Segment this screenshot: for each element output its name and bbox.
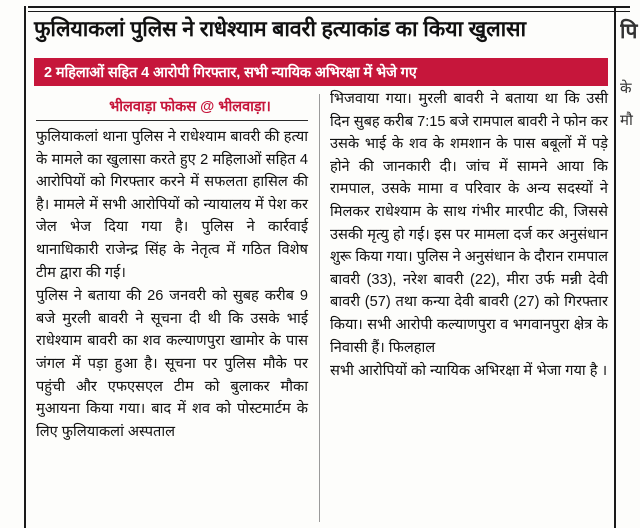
paragraph: सभी आरोपियों को न्यायिक अभिरक्षा में भेजा गया है । — [330, 363, 608, 380]
sliver-line-1: पि — [620, 20, 638, 43]
paragraph: फुलियाकलां थाना पुलिस ने राधेश्याम बावरी की हत्या के मामले का खुलासा करते हुए 2 महिलाओं सहित 4 आरोपियों को गिरफ्तार करने में सफलता हासिल की है। मामले में सभी आरोपियों को न्यायालय में पेश कर जेल भेज दिया गया है। पुलिस ने कार्रवाई थानाधिकारी राजेन्द्र सिंह के नेतृत्व में गठित विशेष टीम द्वारा की गई। — [36, 129, 308, 281]
sliver-line-3: मौ — [620, 112, 633, 129]
dateline: भीलवाड़ा फोकस @ भीलवाड़ा। — [109, 99, 271, 115]
top-rule-thick — [28, 6, 630, 8]
paragraph: भिजवाया गया। मुरली बावरी ने बताया था कि उसी दिन सुबह करीब 7:15 बजे रामपाल बावरी ने फोन कर उसके भाई के शव के शमशान के पास बबूलों में पड़े होने की जानकारी दी। जांच में सामने आया कि रामपाल, उसके मामा व परिवार के अन्य सदस्यों ने मिलकर राधेश्याम के साथ गंभीर मारपीट की, जिससे उसकी मृत्यु हो गई। इस पर मामला दर्ज कर अनुसंधान शुरू किया गया। पुलिस ने अनुसंधान के दौरान रामपाल बावरी (33), नरेश बावरी (22), मीरा उर्फ मन्नी देवी बावरी (57) तथा कन्या देवी बावरी (27) को गिरफ्तार किया। सभी आरोपी कल्याणपुरा व भगवानपुरा क्षेत्र के निवासी हैं। फिलहाल — [330, 91, 608, 356]
column-divider — [319, 94, 320, 522]
left-column-rule — [36, 120, 308, 121]
sliver-line-2: के — [620, 79, 632, 97]
subheadline-banner: 2 महिलाओं सहित 4 आरोपी गिरफ्तार, सभी न्यायिक अभिरक्षा में भेजे गए — [34, 58, 608, 86]
article-column-left — [36, 126, 308, 444]
top-rule-thin — [28, 11, 630, 12]
paragraph: पुलिस ने बताया की 26 जनवरी को सुबह करीब 9 बजे मुरली बावरी ने सूचना दी थी कि उसके भाई राधेश्याम बावरी का शव कल्याणपुरा खामोर के पास जंगल में पड़ा हुआ है। सूचना पर पुलिस मौके पर पहुंची और एफएसएल टीम को बुलाकर मौका मुआयना किया गया। बाद में शव को पोस्टमार्टम के लिए फुलियाकलां अस्पताल — [36, 288, 308, 440]
right-border-rule — [614, 6, 616, 528]
article-column-right — [330, 88, 608, 383]
left-border-rule — [24, 6, 26, 528]
adjacent-column-sliver — [620, 16, 640, 133]
page-title: फुलियाकलां पुलिस ने राधेश्याम बावरी हत्याकांड का किया खुलासा — [34, 17, 526, 41]
